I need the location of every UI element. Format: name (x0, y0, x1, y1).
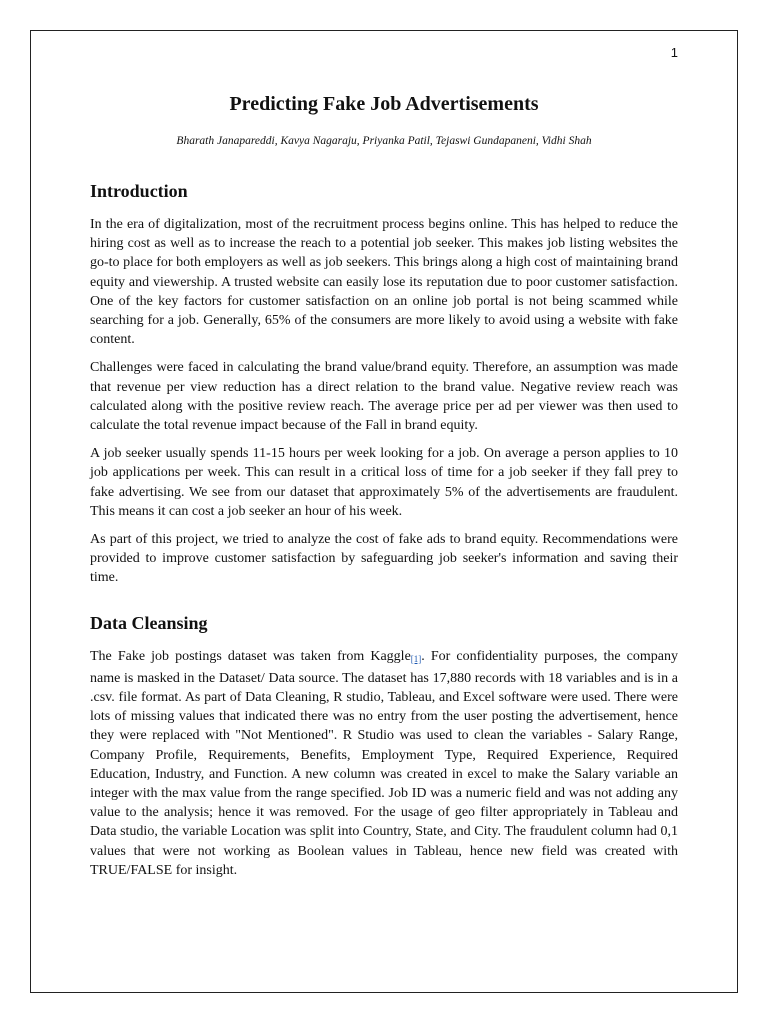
data-cleansing-section (90, 610, 678, 880)
data-cleansing-heading: Data Cleansing (90, 612, 208, 633)
introduction-paragraph: As part of this project, we tried to analyze the cost of fake ads to brand equity. Recommendations were provided to improve customer satisfaction by safeguarding job seeker's information and saving their time. (90, 532, 678, 586)
introduction-paragraph: Challenges were faced in calculating the brand value/brand equity. Therefore, an assumption was made that revenue per view reduction has a direct relation to the brand value. Negative review reach was calculated along with the positive review reach. The average price per ad per viewer was then used to calculate the total revenue impact because of the Fall in brand equity. (90, 360, 678, 434)
introduction-paragraph: In the era of digitalization, most of the recruitment process begins online. This has helped to reduce the hiring cost as well as to increase the reach to a potential job seeker. This makes job listing websites the go-to place for both employers as well as job seekers. This brings along a high cost of maintaining brand equity and viewership. A trusted website can easily lose its reputation due to poor customer satisfaction. One of the key factors for customer satisfaction on an online job portal is not being scammed while searching for a job. Generally, 65% of the consumers are more likely to avoid using a website with fake content. (90, 217, 678, 348)
reference-link[interactable]: [1] (410, 653, 422, 664)
data-cleansing-paragraph (90, 647, 678, 880)
author-list: Bharath Janapareddi, Kavya Nagaraju, Priyanka Patil, Tejaswi Gundapaneni, Vidhi Shah (176, 135, 592, 147)
page-number: 1 (670, 45, 678, 60)
data-cleansing-body: . For confidentiality purposes, the company name is masked in the Dataset/ Data source. The dataset has 17,880 records with 18 variables and is in a .csv. file format. As part of Data Cleaning, R studio, Tableau, and Excel software were used. There were lots of missing values that indicated there was no entry from the user posting the advertisement, hence they were replaced with "Not Mentioned". R Studio was used to clean the variables - Salary Range, Company Profile, Requirements, Benefits, Employment Type, Required Experience, Required Education, Industry, and Function. A new column was created in excel to make the Salary variable an integer with the max value from the range specified. Job ID was a numeric field and was not adding any value to the analysis; hence it was removed. For the usage of geo filter appropriately in Tableau and Data studio, the variable Location was split into Country, State, and City. The fraudulent column had 0,1 values that were not working as Boolean values in Tableau, hence new field was created with TRUE/FALSE for insight. (90, 648, 678, 878)
introduction-heading: Introduction (90, 181, 188, 201)
introduction-section (90, 178, 678, 588)
document-body (90, 178, 678, 889)
document-title: Predicting Fake Job Advertisements (229, 93, 539, 115)
data-cleansing-lead: The Fake job postings dataset was taken from Kaggle (90, 648, 411, 664)
introduction-paragraph: A job seeker usually spends 11-15 hours per week looking for a job. On average a person applies to 10 job applications per week. This can result in a critical loss of time for a job seeker if they fall prey to fake advertising. We see from our dataset that approximately 5% of the advertisements are fraudulent. This means it can cost a job seeker an hour of his week. (90, 446, 678, 519)
